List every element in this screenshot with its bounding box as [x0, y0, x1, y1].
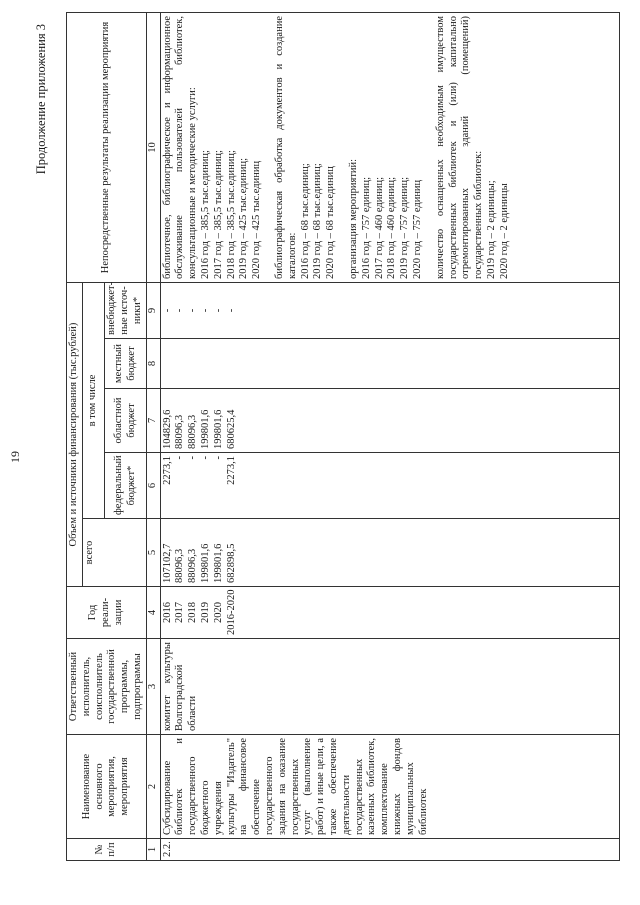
year: 2018 — [187, 602, 199, 623]
col-number: 1 — [146, 839, 160, 861]
table-row — [160, 13, 619, 861]
result-item: 2016 год – 68 тыс.единиц; — [299, 163, 311, 279]
result-text: библиотечное, библиографическое и информационное обслуживание пользователей библиотек, консультационные и методические услуги: — [161, 16, 199, 279]
result-block — [435, 16, 512, 279]
result-block — [348, 16, 425, 279]
result-item: 2020 год – 757 единиц — [411, 179, 423, 279]
header-executor: Ответственный исполнитель, соисполнитель государственной программы, подпрограммы — [67, 639, 147, 735]
regional-value: 88096,3 — [174, 414, 186, 449]
result-item: 2017 год – 385,5 тыс.единиц; — [212, 150, 224, 279]
result-item: 2016 год – 385,5 тыс.единиц; — [199, 150, 211, 279]
year: 2019 — [199, 602, 211, 623]
regional-value: 680625,4 — [225, 409, 237, 449]
extra-cell — [160, 283, 619, 339]
measure-name: Субсидирование библиотек и государственного бюджетного учреждения культуры "Издатель" на финансовое обеспечение государственного задания на оказание государственных услуг (выполнение работ) и иные цели, а также обеспечение деятельности государственных казенных библиотек, комплектование книжных фондов муниципальных библиотек — [160, 735, 619, 839]
extra-value: - — [174, 308, 186, 313]
result-text: количество оснащенных необходимым имуществом государственных библиотек и (или) капитально отремонтированных зданий (помещений) государственных библиотек: — [434, 16, 485, 279]
col-number: 3 — [146, 639, 160, 735]
header-results: Непосредственные результаты реализации мероприятия — [67, 13, 147, 283]
total-value: 88096,3 — [187, 548, 199, 583]
col-number: 8 — [146, 339, 160, 389]
executor: комитет культуры Волгоградской области — [160, 639, 619, 735]
result-item: 2019 год – 2 единицы; — [485, 180, 497, 279]
federal-cell — [160, 453, 619, 519]
header-including: в том числе — [82, 283, 105, 519]
result-item: 2016 год – 757 единиц; — [360, 176, 372, 279]
header-num: № п/п — [67, 839, 147, 861]
result-item: 2020 год – 2 единицы — [498, 183, 510, 279]
total-cell — [160, 519, 619, 587]
col-number: 6 — [146, 453, 160, 519]
extra-value: - — [225, 308, 237, 313]
header-federal: федеральный бюджет* — [105, 453, 146, 519]
federal-value: - — [212, 456, 224, 460]
results-cell — [160, 13, 619, 283]
result-item: 2019 год – 425 тыс.единиц; — [238, 157, 250, 279]
result-text: организация мероприятий: — [347, 158, 359, 279]
col-number: 5 — [146, 519, 160, 587]
result-text: библиографическая обработка документов и создание каталогов: — [273, 16, 298, 279]
header-finance: Объем и источники финансирования (тыс.рублей) — [67, 283, 83, 587]
extra-value: - — [199, 308, 211, 313]
result-item: 2019 год – 68 тыс.единиц; — [312, 163, 324, 279]
header-extra: внебюджет-ные источ-ники* — [105, 283, 146, 339]
extra-value: - — [187, 308, 199, 313]
header-total: всего — [82, 519, 146, 587]
result-item: 2019 год – 757 единиц; — [399, 176, 411, 279]
year: 2016 — [161, 602, 173, 623]
federal-value: 2273,1 — [225, 456, 237, 485]
federal-value: - — [199, 456, 211, 460]
federal-value: - — [187, 456, 199, 460]
col-number: 9 — [146, 283, 160, 339]
regional-value: 88096,3 — [187, 414, 199, 449]
extra-value: - — [212, 308, 224, 313]
total-value: 682898,5 — [225, 543, 237, 583]
total-value: 107102,7 — [161, 543, 173, 583]
total-value: 199801,6 — [199, 543, 211, 583]
year: 2016-2020 — [225, 589, 237, 635]
result-block — [162, 16, 264, 279]
total-value: 88096,3 — [174, 548, 186, 583]
regional-value: 199801,6 — [212, 409, 224, 449]
federal-value: 2273,1 — [161, 456, 173, 485]
col-number: 7 — [146, 389, 160, 453]
regional-value: 199801,6 — [199, 409, 211, 449]
local-cell — [160, 339, 619, 389]
result-item: 2017 год – 460 единиц; — [373, 176, 385, 279]
result-item: 2020 год – 425 тыс.единиц — [251, 160, 263, 279]
result-item: 2018 год – 460 единиц; — [386, 176, 398, 279]
header-local: местный бюджет — [105, 339, 146, 389]
extra-value: - — [161, 308, 173, 313]
header-regional: областной бюджет — [105, 389, 146, 453]
year: 2020 — [212, 602, 224, 623]
column-numbers-row — [146, 13, 160, 861]
result-block — [274, 16, 338, 279]
year: 2017 — [174, 602, 186, 623]
col-number: 10 — [146, 13, 160, 283]
result-item: 2020 год – 68 тыс.единиц — [325, 166, 337, 279]
years-cell — [160, 587, 619, 639]
col-number: 2 — [146, 735, 160, 839]
program-table — [66, 12, 620, 861]
federal-value: - — [174, 456, 186, 460]
total-value: 199801,6 — [212, 543, 224, 583]
regional-value: 104829,6 — [161, 409, 173, 449]
row-number: 2.2. — [160, 839, 619, 861]
continuation-label: Продолжение приложения 3 — [34, 24, 48, 175]
result-item: 2018 год – 385,5 тыс.единиц; — [225, 150, 237, 279]
col-number: 4 — [146, 587, 160, 639]
page-number: 19 — [8, 451, 22, 463]
header-name: Наименование основного мероприятия, мероприятия — [67, 735, 147, 839]
regional-cell — [160, 389, 619, 453]
header-year: Год реали-зации — [67, 587, 147, 639]
